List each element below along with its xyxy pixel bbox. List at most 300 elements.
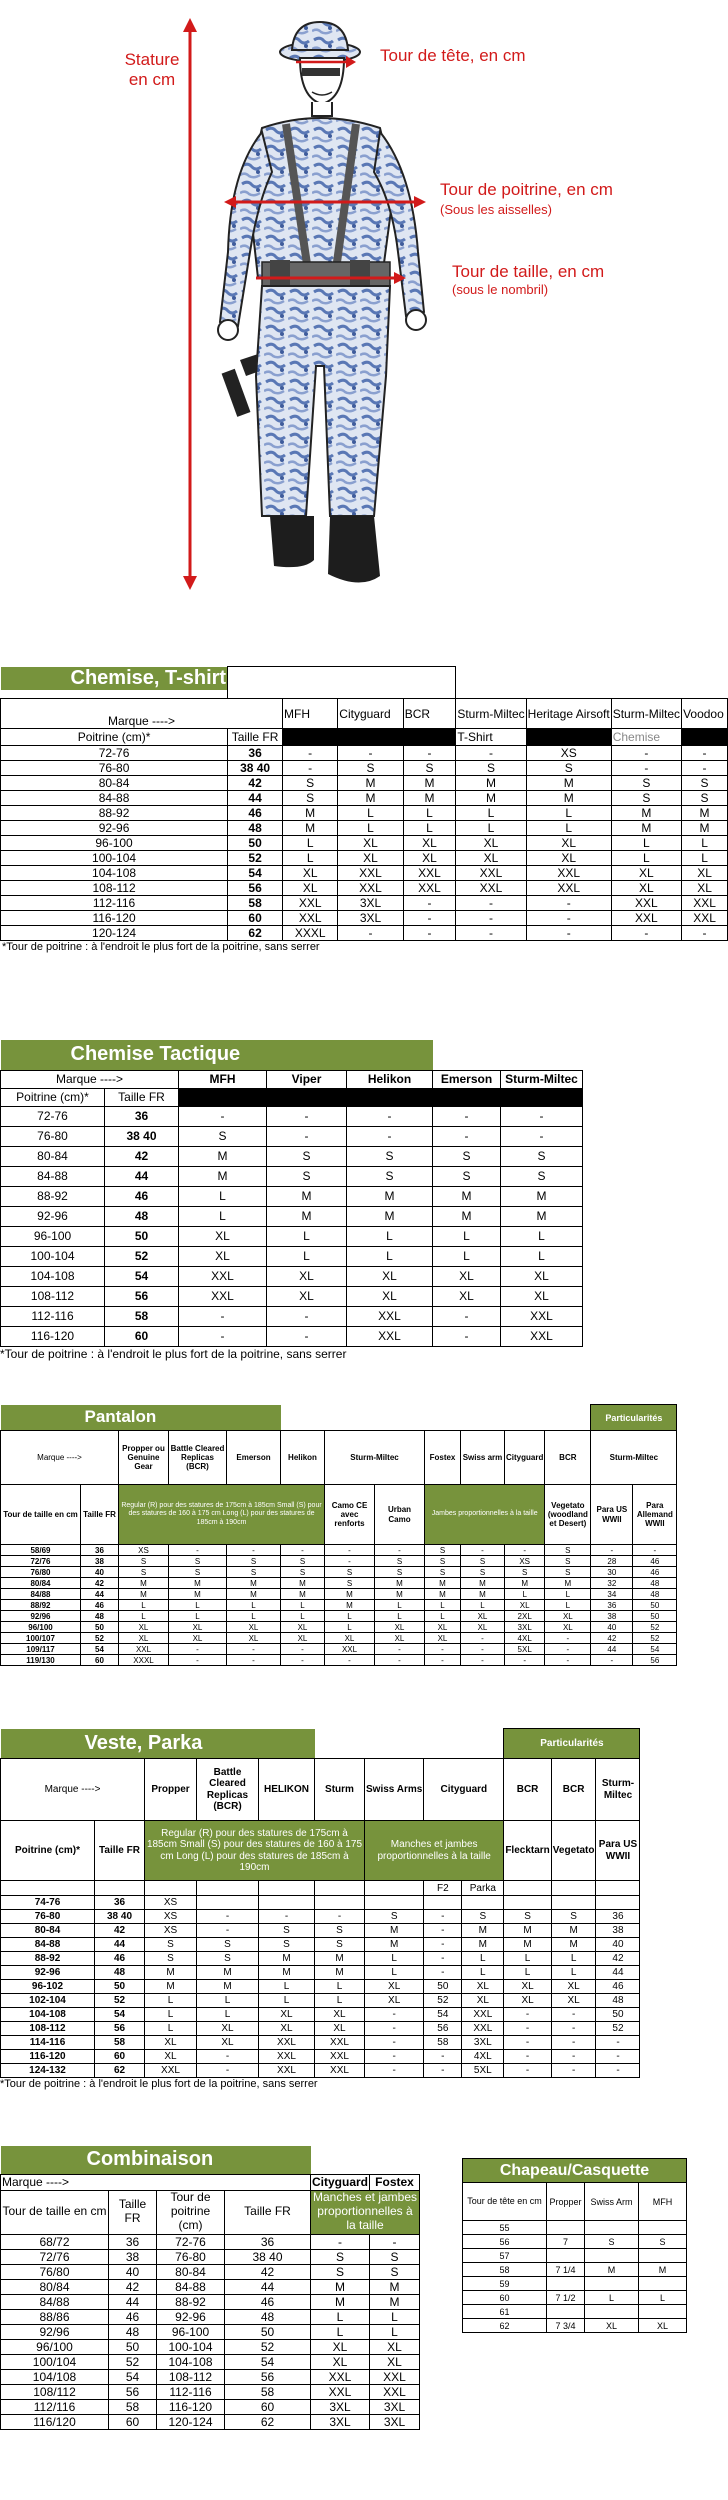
- tactique-note: *Tour de poitrine : à l'endroit le plus fort de la poitrine, sans serrer: [0, 1346, 347, 1361]
- tactique-section: [0, 1040, 583, 1361]
- veste-cell: M: [259, 1952, 315, 1966]
- tactique-cell: 42: [105, 1146, 179, 1166]
- chemise-cell: S: [682, 791, 728, 806]
- pantalon-cell: L: [425, 1600, 461, 1611]
- combinaison-cell: 116-120: [157, 2399, 225, 2414]
- pantalon-cell: XL: [169, 1622, 227, 1633]
- combinaison-cell: 38 40: [225, 2249, 311, 2264]
- chapeau-cell: S: [585, 2235, 639, 2249]
- pantalon-cell: M: [281, 1589, 325, 1600]
- chapeau-cell: 7: [547, 2235, 585, 2249]
- pantalon-cell: XL: [461, 1611, 505, 1622]
- combinaison-cell: 3XL: [370, 2399, 420, 2414]
- chemise-row: [1, 761, 728, 776]
- pantalon-cell: S: [545, 1556, 591, 1567]
- pantalon-cell: S: [375, 1567, 425, 1578]
- stature-label-line1: Stature: [124, 50, 180, 69]
- tactique-cell: -: [267, 1106, 347, 1126]
- chest-label: Tour de poitrine, en cm: [440, 180, 613, 199]
- pantalon-row: [1, 1567, 677, 1578]
- pantalon-cell: L: [281, 1600, 325, 1611]
- combinaison-cell: 80/84: [1, 2279, 109, 2294]
- waist-note: (sous le nombril): [452, 282, 549, 297]
- pantalon-cell: S: [425, 1556, 461, 1567]
- veste-cell: L: [145, 1994, 197, 2008]
- chemise-cell: S: [338, 761, 403, 776]
- pantalon-cell: M: [461, 1589, 505, 1600]
- chemise-cell: 52: [228, 851, 283, 866]
- pantalon-cell: 30: [591, 1567, 633, 1578]
- combinaison-header: Tour de poitrine (cm): [157, 2190, 225, 2234]
- combinaison-cell: 72/76: [1, 2249, 109, 2264]
- combinaison-cell: 120-124: [157, 2414, 225, 2429]
- tactique-cell: XXL: [179, 1286, 267, 1306]
- veste-cell: -: [551, 2008, 596, 2022]
- combinaison-cell: 50: [225, 2324, 311, 2339]
- combinaison-cell: 44: [225, 2279, 311, 2294]
- pantalon-cell: -: [425, 1655, 461, 1666]
- veste-cell: 58: [424, 2036, 462, 2050]
- veste-cell: L: [145, 2008, 197, 2022]
- chemise-row: [1, 791, 728, 806]
- combinaison-cell: M: [311, 2279, 370, 2294]
- pantalon-cell: S: [119, 1556, 169, 1567]
- veste-cell: S: [504, 1910, 551, 1924]
- combinaison-cell: 48: [225, 2309, 311, 2324]
- combinaison-cell: 52: [109, 2354, 157, 2369]
- combinaison-cell: XXL: [370, 2384, 420, 2399]
- pantalon-cell: 42: [81, 1578, 119, 1589]
- chemise-title: Chemise, T-shirt: [1, 667, 228, 690]
- chemise-cell: 100-104: [1, 851, 228, 866]
- tactique-cell: -: [179, 1106, 267, 1126]
- veste-cell: 96-102: [1, 1980, 95, 1994]
- pantalon-cell: L: [227, 1600, 281, 1611]
- veste-cell: 4XL: [462, 2050, 504, 2064]
- veste-cell: M: [365, 1938, 424, 1952]
- chemise-cell: 104-108: [1, 866, 228, 881]
- chemise-cell: 112-116: [1, 896, 228, 911]
- tactique-cell: M: [433, 1186, 501, 1206]
- veste-cell: S: [551, 1910, 596, 1924]
- pantalon-cell: 36: [81, 1545, 119, 1556]
- veste-cell: -: [197, 2064, 259, 2078]
- veste-cell: XL: [504, 1994, 551, 2008]
- chemise-cell: M: [283, 821, 338, 836]
- pantalon-section: [0, 1404, 677, 1666]
- veste-cell: XL: [551, 1980, 596, 1994]
- chapeau-cell: [547, 2221, 585, 2235]
- chemise-cell: 88-92: [1, 806, 228, 821]
- tactique-cell: -: [267, 1306, 347, 1326]
- combinaison-cell: 42: [225, 2264, 311, 2279]
- combinaison-cell: S: [370, 2264, 420, 2279]
- chemise-cell: L: [338, 806, 403, 821]
- pantalon-camo: Camo CE avec renforts: [325, 1485, 375, 1545]
- combinaison-cell: XL: [311, 2339, 370, 2354]
- tactique-row: [1, 1266, 583, 1286]
- combinaison-cell: 48: [109, 2324, 157, 2339]
- chemise-cell: S: [283, 776, 338, 791]
- veste-cell: -: [424, 2050, 462, 2064]
- tactique-cell: 100-104: [1, 1246, 105, 1266]
- veste-cell: [259, 1896, 315, 1910]
- pantalon-cell: 46: [81, 1600, 119, 1611]
- veste-cell: XL: [462, 1994, 504, 2008]
- veste-cell: M: [504, 1938, 551, 1952]
- pantalon-cell: 54: [633, 1644, 677, 1655]
- pantalon-cell: M: [169, 1589, 227, 1600]
- pantalon-cell: XXL: [325, 1644, 375, 1655]
- tactique-cell: S: [347, 1146, 433, 1166]
- chemise-cell: -: [682, 761, 728, 776]
- tactique-cell: M: [267, 1186, 347, 1206]
- chemise-cell: 36: [228, 746, 283, 761]
- tactique-brand: Sturm-Miltec: [501, 1070, 583, 1088]
- chapeau-cell: [585, 2305, 639, 2319]
- chemise-cell: 84-88: [1, 791, 228, 806]
- pantalon-row: [1, 1611, 677, 1622]
- veste-cell: -: [596, 2050, 640, 2064]
- veste-cell: XL: [197, 2036, 259, 2050]
- chemise-cell: S: [403, 761, 456, 776]
- veste-cell: XS: [145, 1896, 197, 1910]
- combinaison-brand: Fostex: [370, 2174, 420, 2190]
- pantalon-cell: 46: [633, 1567, 677, 1578]
- veste-cell: -: [424, 2064, 462, 2078]
- veste-cell: 46: [596, 1980, 640, 1994]
- chemise-cell: -: [456, 926, 526, 941]
- pantalon-cell: L: [505, 1589, 545, 1600]
- veste-cell: 50: [424, 1980, 462, 1994]
- pantalon-cell: XXXL: [119, 1655, 169, 1666]
- chemise-cell: XL: [611, 881, 681, 896]
- veste-table: [0, 1728, 640, 2078]
- tactique-row: [1, 1186, 583, 1206]
- pantalon-cell: 48: [633, 1578, 677, 1589]
- chemise-cell: -: [682, 926, 728, 941]
- veste-row: [1, 1952, 640, 1966]
- combinaison-marque: Marque ---->: [1, 2174, 311, 2190]
- veste-cell: S: [315, 1924, 365, 1938]
- veste-cell: 56: [95, 2022, 145, 2036]
- veste-cell: S: [197, 1952, 259, 1966]
- tactique-cell: 76-80: [1, 1126, 105, 1146]
- pantalon-cell: -: [461, 1644, 505, 1655]
- combinaison-cell: 112/116: [1, 2399, 109, 2414]
- pantalon-regular-note: Regular (R) pour des statures de 175cm à 185cm Small (S) pour des statures de 160 à 175 cm Long (L) pour des statures de 185cm à 190cm: [119, 1485, 325, 1545]
- chapeau-row: [463, 2263, 687, 2277]
- chemise-cell: -: [611, 761, 681, 776]
- veste-cell: XL: [259, 2022, 315, 2036]
- tactique-cell: XL: [501, 1286, 583, 1306]
- tactique-cell: XL: [179, 1226, 267, 1246]
- veste-cell: 92-96: [1, 1966, 95, 1980]
- tactique-cell: 58: [105, 1306, 179, 1326]
- veste-cell: L: [551, 1952, 596, 1966]
- tactique-row: [1, 1306, 583, 1326]
- pantalon-cell: S: [375, 1556, 425, 1567]
- chemise-cell: XL: [403, 836, 456, 851]
- veste-cell: M: [197, 1980, 259, 1994]
- tactique-cell: -: [433, 1126, 501, 1146]
- pantalon-cell: 48: [633, 1589, 677, 1600]
- pantalon-cell: 38: [591, 1611, 633, 1622]
- tactique-cell: 54: [105, 1266, 179, 1286]
- combinaison-cell: S: [311, 2264, 370, 2279]
- veste-cell: L: [315, 1994, 365, 2008]
- tactique-cell: S: [179, 1126, 267, 1146]
- veste-cell: -: [551, 2064, 596, 2078]
- combinaison-cell: L: [311, 2324, 370, 2339]
- combinaison-cell: M: [311, 2294, 370, 2309]
- chapeau-header: Swiss Arm: [585, 2183, 639, 2221]
- chemise-cell: M: [456, 776, 526, 791]
- veste-cell: [424, 1896, 462, 1910]
- chemise-cell: -: [526, 911, 611, 926]
- veste-cell: 36: [596, 1910, 640, 1924]
- veste-cell: 38 40: [95, 1910, 145, 1924]
- pantalon-cell: 50: [633, 1600, 677, 1611]
- veste-cell: 54: [95, 2008, 145, 2022]
- veste-cell: M: [145, 1966, 197, 1980]
- veste-taille-header: Taille FR: [95, 1821, 145, 1881]
- veste-cell: [551, 1896, 596, 1910]
- veste-cell: -: [424, 1952, 462, 1966]
- chapeau-row: [463, 2319, 687, 2333]
- veste-cell: 50: [596, 2008, 640, 2022]
- chapeau-cell: 58: [463, 2263, 547, 2277]
- chemise-cell: 56: [228, 881, 283, 896]
- chapeau-cell: [639, 2221, 687, 2235]
- veste-cell: L: [504, 1966, 551, 1980]
- pantalon-cell: S: [119, 1567, 169, 1578]
- tactique-cell: M: [501, 1206, 583, 1226]
- pantalon-cell: M: [461, 1578, 505, 1589]
- tactique-cell: 108-112: [1, 1286, 105, 1306]
- combinaison-row: [1, 2279, 420, 2294]
- chemise-cell: M: [338, 791, 403, 806]
- pantalon-cell: S: [169, 1567, 227, 1578]
- chemise-cell: -: [283, 761, 338, 776]
- veste-cell: M: [551, 1938, 596, 1952]
- veste-cell: -: [504, 2022, 551, 2036]
- pantalon-rows: [1, 1545, 677, 1666]
- pantalon-cell: 3XL: [505, 1622, 545, 1633]
- chapeau-cell: L: [585, 2291, 639, 2305]
- pantalon-cell: -: [325, 1545, 375, 1556]
- pantalon-vegetato: Vegetato (woodland et Desert): [545, 1485, 591, 1545]
- tactique-row: [1, 1206, 583, 1226]
- combinaison-row: [1, 2249, 420, 2264]
- pantalon-cell: M: [281, 1578, 325, 1589]
- veste-cell: L: [197, 2008, 259, 2022]
- pantalon-cell: L: [169, 1611, 227, 1622]
- chemise-cell: XXL: [338, 866, 403, 881]
- chemise-cell: S: [283, 791, 338, 806]
- pantalon-cell: L: [227, 1611, 281, 1622]
- tactique-cell: 38 40: [105, 1126, 179, 1146]
- combinaison-cell: L: [311, 2309, 370, 2324]
- veste-cell: XXL: [315, 2050, 365, 2064]
- veste-brand: Swiss Arms: [365, 1759, 424, 1821]
- tactique-row: [1, 1326, 583, 1346]
- tactique-cell: 46: [105, 1186, 179, 1206]
- chemise-cell: S: [456, 761, 526, 776]
- tactique-row: [1, 1246, 583, 1266]
- chapeau-cell: [585, 2249, 639, 2263]
- combinaison-cell: 58: [109, 2399, 157, 2414]
- combinaison-cell: 88-92: [157, 2294, 225, 2309]
- tactique-cell: XXL: [501, 1306, 583, 1326]
- tactique-cell: M: [347, 1186, 433, 1206]
- combinaison-cell: 76-80: [157, 2249, 225, 2264]
- tactique-row: [1, 1106, 583, 1126]
- pantalon-row: [1, 1589, 677, 1600]
- pantalon-cell: S: [325, 1578, 375, 1589]
- combinaison-title: Combinaison: [1, 2146, 311, 2174]
- chemise-cell: 76-80: [1, 761, 228, 776]
- tactique-cell: XL: [267, 1286, 347, 1306]
- combinaison-cell: 58: [225, 2384, 311, 2399]
- chemise-row: [1, 806, 728, 821]
- pantalon-cell: 96/100: [1, 1622, 81, 1633]
- veste-cell: -: [504, 2008, 551, 2022]
- chemise-cell: L: [403, 806, 456, 821]
- pantalon-cell: 42: [591, 1633, 633, 1644]
- combinaison-row: [1, 2399, 420, 2414]
- chemise-row: [1, 851, 728, 866]
- tactique-cell: XL: [433, 1286, 501, 1306]
- combinaison-cell: 72-76: [157, 2234, 225, 2249]
- chemise-cell: M: [611, 821, 681, 836]
- veste-cell: -: [596, 2036, 640, 2050]
- pantalon-brand: Cityguard: [505, 1431, 545, 1485]
- tactique-cell: -: [347, 1126, 433, 1146]
- chapeau-rows: [463, 2221, 687, 2333]
- pantalon-cell: XL: [227, 1633, 281, 1644]
- chemise-cell: M: [526, 776, 611, 791]
- pantalon-cell: XL: [545, 1611, 591, 1622]
- pantalon-cell: M: [227, 1589, 281, 1600]
- chapeau-row: [463, 2291, 687, 2305]
- tactique-cell: XXL: [347, 1326, 433, 1346]
- veste-row: [1, 1994, 640, 2008]
- tactique-cell: L: [179, 1206, 267, 1226]
- pantalon-cell: L: [169, 1600, 227, 1611]
- chapeau-cell: [639, 2249, 687, 2263]
- tactique-cell: XXL: [501, 1326, 583, 1346]
- chapeau-row: [463, 2249, 687, 2263]
- chemise-cell: S: [682, 776, 728, 791]
- pantalon-brand: Fostex: [425, 1431, 461, 1485]
- chemise-cell: XL: [338, 851, 403, 866]
- chemise-cell: M: [403, 776, 456, 791]
- tactique-cell: 88-92: [1, 1186, 105, 1206]
- chemise-cell: M: [526, 791, 611, 806]
- chapeau-row: [463, 2277, 687, 2291]
- combinaison-cell: 52: [225, 2339, 311, 2354]
- combinaison-cell: 56: [225, 2369, 311, 2384]
- combinaison-brand: Cityguard: [312, 2175, 369, 2189]
- pantalon-cell: -: [545, 1644, 591, 1655]
- chapeau-cell: M: [639, 2263, 687, 2277]
- veste-cell: M: [315, 1952, 365, 1966]
- veste-cell: M: [315, 1966, 365, 1980]
- combinaison-cell: 50: [109, 2339, 157, 2354]
- veste-cell: 114-116: [1, 2036, 95, 2050]
- veste-cell: 40: [596, 1938, 640, 1952]
- combinaison-cell: 96/100: [1, 2339, 109, 2354]
- combinaison-row: [1, 2264, 420, 2279]
- veste-brand: HELIKON: [259, 1759, 315, 1821]
- veste-cell: -: [197, 2050, 259, 2064]
- chemise-cell: 62: [228, 926, 283, 941]
- chapeau-cell: [639, 2305, 687, 2319]
- pantalon-row: [1, 1622, 677, 1633]
- pantalon-cell: L: [545, 1589, 591, 1600]
- veste-cell: 46: [95, 1952, 145, 1966]
- veste-cell: 36: [95, 1896, 145, 1910]
- chemise-cell: L: [611, 836, 681, 851]
- chemise-cell: -: [456, 911, 526, 926]
- chemise-rows: [1, 746, 728, 941]
- pantalon-row: [1, 1578, 677, 1589]
- tactique-cell: XL: [347, 1266, 433, 1286]
- chemise-row: [1, 821, 728, 836]
- chapeau-cell: 62: [463, 2319, 547, 2333]
- veste-cell: S: [462, 1910, 504, 1924]
- veste-marque: Marque ---->: [1, 1759, 145, 1821]
- pantalon-cell: 80/84: [1, 1578, 81, 1589]
- chemise-row: [1, 881, 728, 896]
- chemise-cell: XL: [682, 881, 728, 896]
- veste-row: [1, 2036, 640, 2050]
- combinaison-cell: 80-84: [157, 2264, 225, 2279]
- veste-note: *Tour de poitrine : à l'endroit le plus fort de la poitrine, sans serrer: [0, 2078, 318, 2090]
- veste-cell: XXL: [259, 2050, 315, 2064]
- veste-cell: 76-80: [1, 1910, 95, 1924]
- chapeau-table: [462, 2158, 687, 2333]
- tactique-cell: L: [347, 1246, 433, 1266]
- chemise-brand: Sturm-Miltec: [611, 699, 681, 729]
- chapeau-cell: S: [639, 2235, 687, 2249]
- combinaison-cell: 62: [225, 2414, 311, 2429]
- veste-cell: S: [197, 1938, 259, 1952]
- veste-row: [1, 1980, 640, 1994]
- tactique-cell: S: [433, 1146, 501, 1166]
- chemise-cell: 50: [228, 836, 283, 851]
- veste-cell: M: [504, 1924, 551, 1938]
- pantalon-cell: M: [325, 1589, 375, 1600]
- combinaison-cell: XL: [370, 2339, 420, 2354]
- veste-cell: L: [145, 2022, 197, 2036]
- veste-cell: L: [504, 1952, 551, 1966]
- tactique-cell: M: [433, 1206, 501, 1226]
- combinaison-row: [1, 2309, 420, 2324]
- veste-cell: [596, 1896, 640, 1910]
- tactique-cell: L: [433, 1226, 501, 1246]
- chemise-cell: -: [456, 746, 526, 761]
- pantalon-table: [0, 1404, 677, 1666]
- pantalon-cell: XL: [227, 1622, 281, 1633]
- pantalon-cell: XL: [545, 1622, 591, 1633]
- chemise-cell: XL: [456, 836, 526, 851]
- tactique-cell: 44: [105, 1166, 179, 1186]
- pantalon-cell: L: [119, 1611, 169, 1622]
- pantalon-cell: M: [119, 1589, 169, 1600]
- combinaison-row: [1, 2234, 420, 2249]
